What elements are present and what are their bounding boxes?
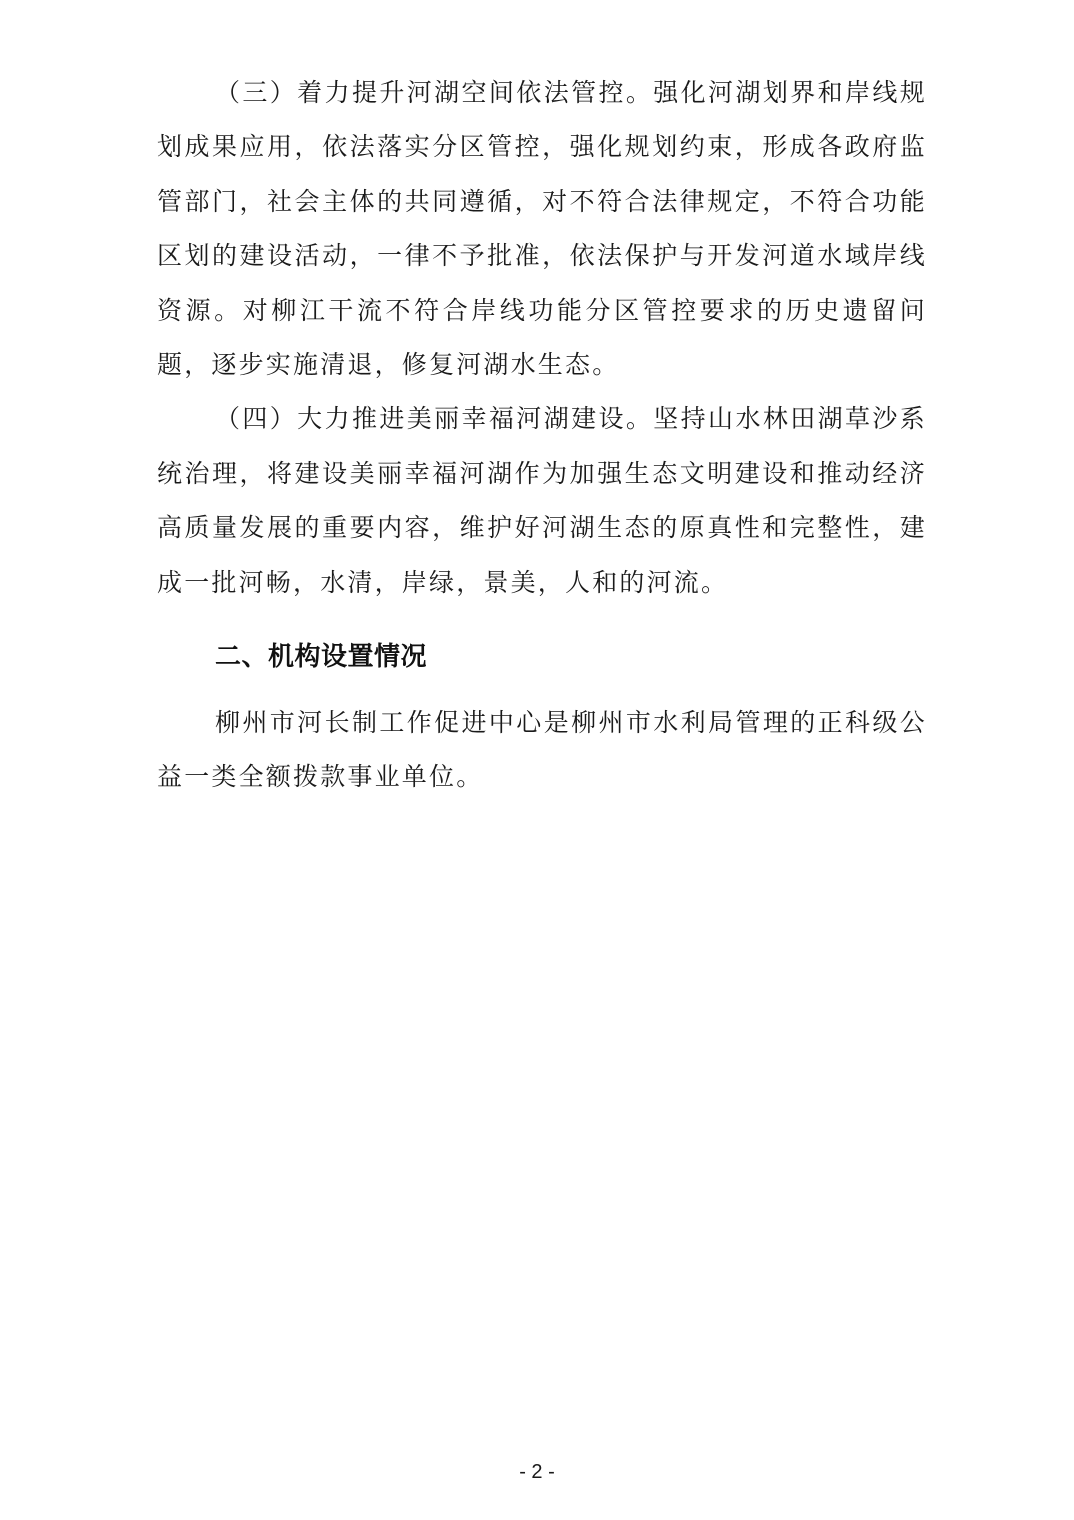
paragraph-organization: 柳州市河长制工作促进中心是柳州市水利局管理的正科级公益一类全额拨款事业单位。 <box>157 708 927 792</box>
paragraph-river-space-control: （三）着力提升河湖空间依法管控。强化河湖划界和岸线规划成果应用，依法落实分区管控，强化规划约束，形成各政府监管部门，社会主体的共同遵循，对不符合法律规定，不符合功能区划的建设活动，一律不予批准，依法保护与开发河道水域岸线资源。对柳江干流不符合岸线功能分区管控要求的历史遗留问题，逐步实施清退，修复河湖水生态。 <box>157 78 927 380</box>
document-body <box>157 66 927 805</box>
page-number: - 2 - <box>519 1461 555 1483</box>
section-heading: 二、机构设置情况 <box>215 642 428 673</box>
paragraph-beautiful-rivers: （四）大力推进美丽幸福河湖建设。坚持山水林田湖草沙系统治理，将建设美丽幸福河湖作为加强生态文明建设和推动经济高质量发展的重要内容，维护好河湖生态的原真性和完整性，建成一批河畅，水清，岸绿，景美，人和的河流。 <box>157 404 927 597</box>
